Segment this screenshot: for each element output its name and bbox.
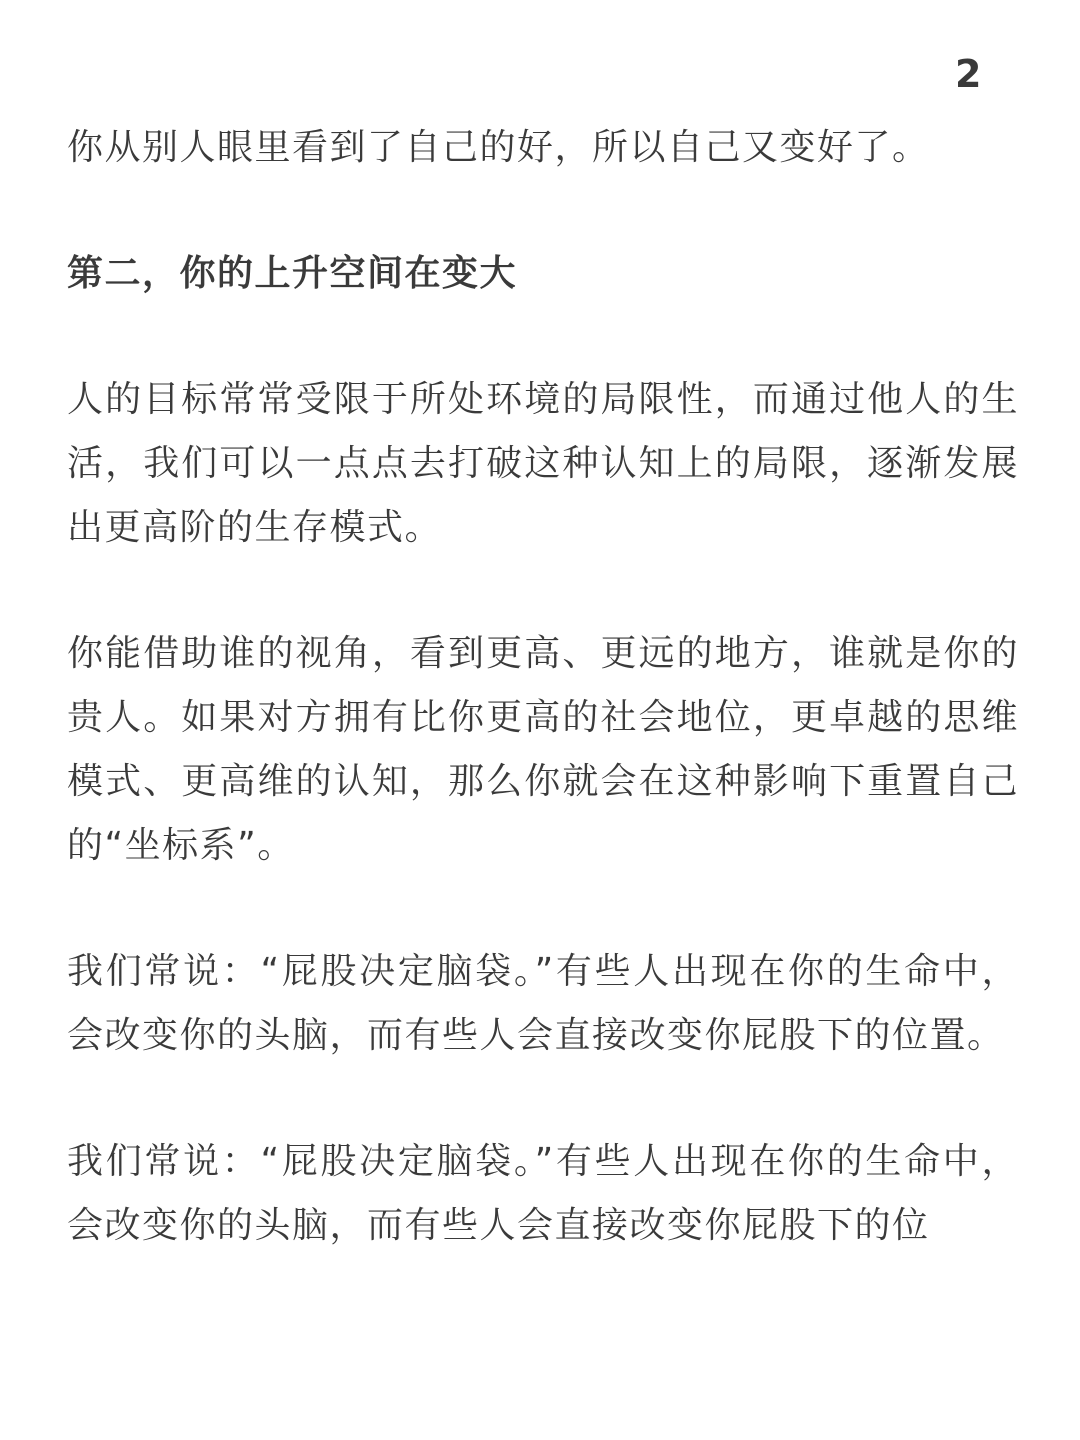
paragraph-goals: 人的目标常常受限于所处环境的局限性，而通过他人的生活，我们可以一点点去打破这种认知上的局限，逐渐发展出更高阶的生存模式。 [67, 379, 1019, 548]
paragraph-saying-repeat: 我们常说：“屁股决定脑袋。”有些人出现在你的生命中，会改变你的头脑，而有些人会直接改变你屁股下的位 [67, 1141, 1019, 1246]
page-number: 2 [955, 52, 982, 96]
paragraph-mentor: 你能借助谁的视角，看到更高、更远的地方，谁就是你的贵人。如果对方拥有比你更高的社会地位，更卓越的思维模式、更高维的认知，那么你就会在这种影响下重置自己的“坐标系”。 [67, 633, 1019, 866]
paragraph-saying: 我们常说：“屁股决定脑袋。”有些人出现在你的生命中，会改变你的头脑，而有些人会直接改变你屁股下的位置。 [67, 951, 1019, 1056]
section-heading: 第二，你的上升空间在变大 [67, 253, 518, 294]
paragraph-intro: 你从别人眼里看到了自己的好，所以自己又变好了。 [67, 127, 930, 168]
article-body [67, 116, 1019, 1258]
